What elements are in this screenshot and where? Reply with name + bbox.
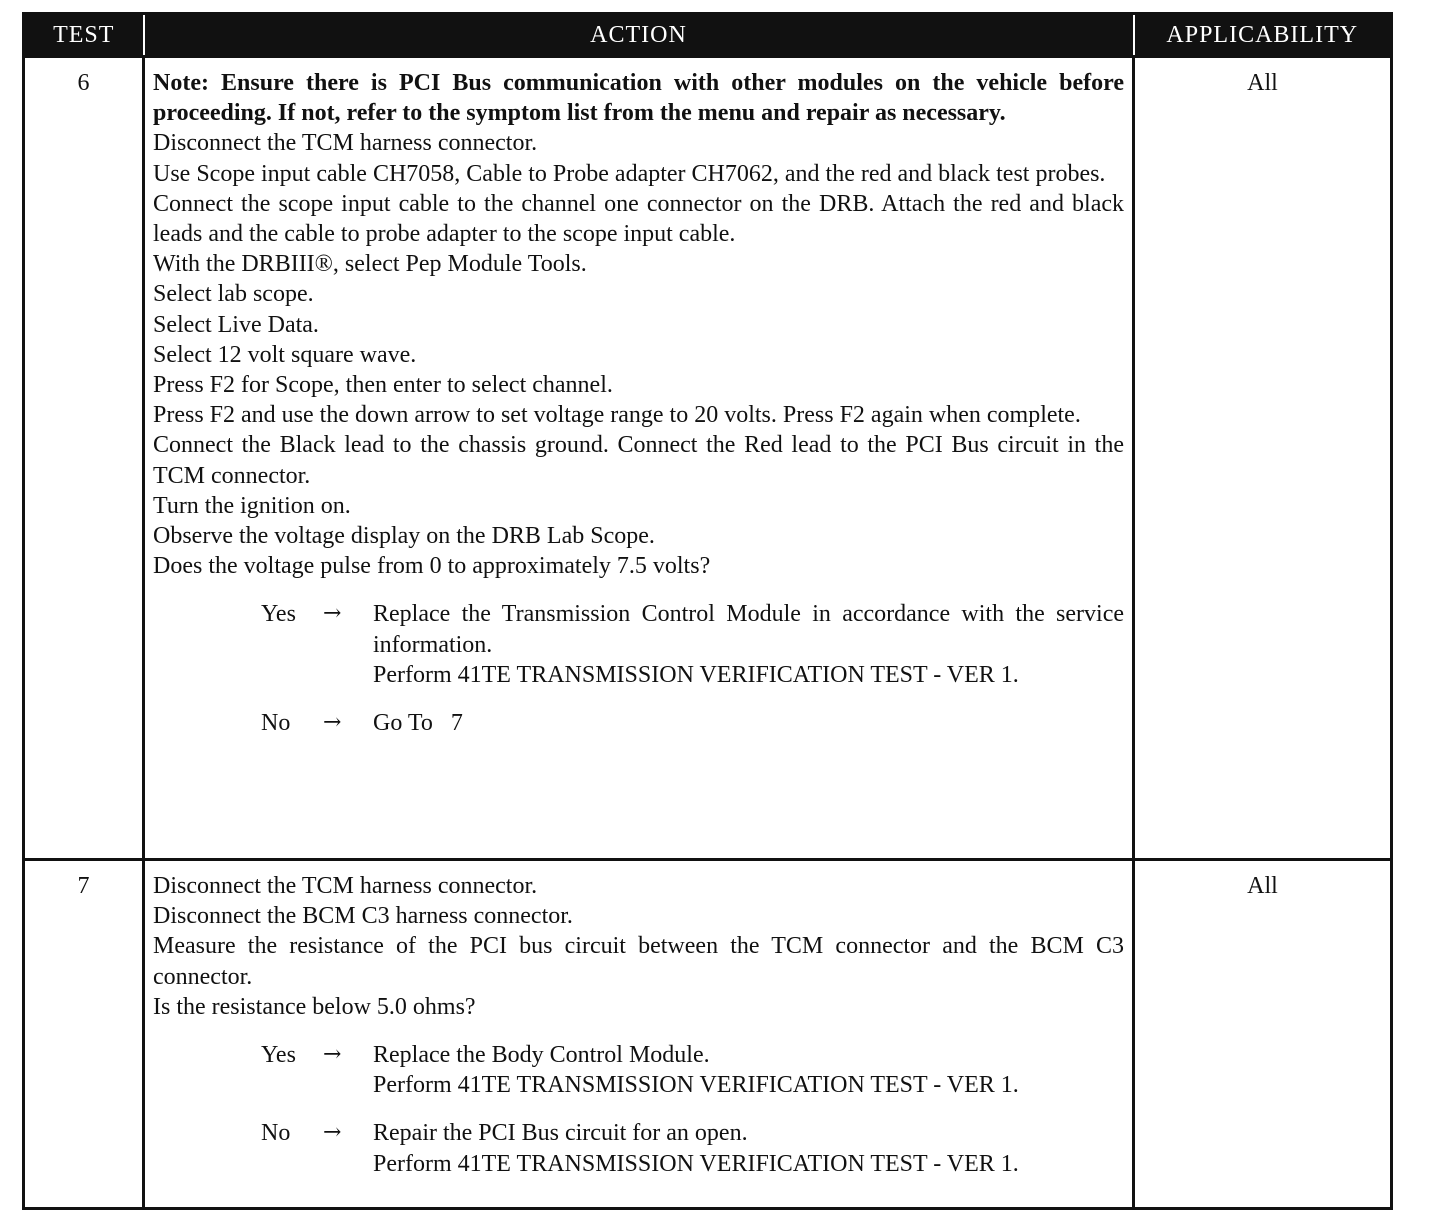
- action-cell: [144, 860, 1134, 1209]
- step-text: Press F2 for Scope, then enter to select channel.: [153, 372, 613, 399]
- applicability-value: All: [1134, 57, 1392, 860]
- outcome-text: Perform 41TE TRANSMISSION VERIFICATION TEST - VER 1.: [373, 1072, 1019, 1099]
- outcome-text: Perform 41TE TRANSMISSION VERIFICATION TEST - VER 1.: [373, 1150, 1019, 1177]
- arrow-right-icon: →: [323, 710, 342, 736]
- step-text: Select Live Data.: [153, 311, 319, 338]
- outcome-yes-label: Yes: [261, 1042, 296, 1069]
- header-action: ACTION: [144, 14, 1134, 57]
- test-row-7: [24, 860, 1392, 1209]
- step-text: Use Scope input cable CH7058, Cable to Probe adapter CH7062, and the red and black test probes.: [153, 160, 1106, 187]
- outcome-yes-body: [373, 599, 1124, 690]
- test-number: 7: [24, 860, 144, 1209]
- outcome-no: [153, 708, 1124, 738]
- arrow-right-icon: →: [323, 1120, 342, 1146]
- outcome-text: Replace the Transmission Control Module in accordance with the service information.: [373, 601, 1124, 658]
- outcome-yes: [153, 1040, 1124, 1100]
- outcome-no-body: [373, 708, 1124, 738]
- step-text: With the DRBIII®, select Pep Module Tools.: [153, 251, 587, 278]
- outcome-no-body: [373, 1118, 1124, 1178]
- note-text: Note: Ensure there is PCI Bus communication with other modules on the vehicle before proceeding. If not, refer to the symptom list from the menu and repair as necessary.: [153, 70, 1124, 127]
- step-text: Select 12 volt square wave.: [153, 341, 417, 368]
- diagnostic-test-table: [22, 12, 1393, 1210]
- test-row-6: [24, 57, 1392, 860]
- test-number: 6: [24, 57, 144, 860]
- step-text: Connect the scope input cable to the channel one connector on the DRB. Attach the red and black leads and the cable to probe adapter to the scope input cable.: [153, 190, 1124, 248]
- outcome-no: [153, 1118, 1124, 1178]
- header-row: [24, 14, 1392, 57]
- outcome-no-label: No: [261, 710, 291, 737]
- header-applicability: APPLICABILITY: [1134, 14, 1392, 57]
- step-text: Disconnect the TCM harness connector.: [153, 130, 538, 157]
- table-header: [24, 14, 1392, 57]
- arrow-right-icon: →: [323, 601, 342, 627]
- outcome-yes-body: [373, 1040, 1124, 1100]
- applicability-value: All: [1134, 860, 1392, 1209]
- goto-text: Go To 7: [373, 710, 463, 737]
- step-text: Disconnect the TCM harness connector.: [153, 873, 538, 899]
- step-text: Observe the voltage display on the DRB Lab Scope.: [153, 523, 655, 550]
- step-text: Select lab scope.: [153, 281, 314, 308]
- step-text: Connect the Black lead to the chassis ground. Connect the Red lead to the PCI Bus circuit in the TCM connector.: [153, 432, 1124, 489]
- outcome-text: Perform 41TE TRANSMISSION VERIFICATION TEST - VER 1.: [373, 661, 1019, 688]
- step-text: Press F2 and use the down arrow to set voltage range to 20 volts. Press F2 again when complete.: [153, 402, 1081, 429]
- header-test: TEST: [24, 14, 144, 57]
- outcome-no-label: No: [261, 1120, 291, 1147]
- arrow-right-icon: →: [323, 1042, 342, 1068]
- outcome-yes: [153, 599, 1124, 690]
- question-text: Does the voltage pulse from 0 to approximately 7.5 volts?: [153, 553, 711, 580]
- step-text: Turn the ignition on.: [153, 492, 351, 519]
- action-cell: [144, 57, 1134, 860]
- outcome-yes-label: Yes: [261, 601, 296, 628]
- step-text: Disconnect the BCM C3 harness connector.: [153, 903, 573, 930]
- outcome-text: Replace the Body Control Module.: [373, 1042, 710, 1069]
- step-text: Measure the resistance of the PCI bus circuit between the TCM connector and the BCM C3 connector.: [153, 933, 1124, 990]
- outcome-text: Repair the PCI Bus circuit for an open.: [373, 1120, 748, 1147]
- question-text: Is the resistance below 5.0 ohms?: [153, 993, 476, 1020]
